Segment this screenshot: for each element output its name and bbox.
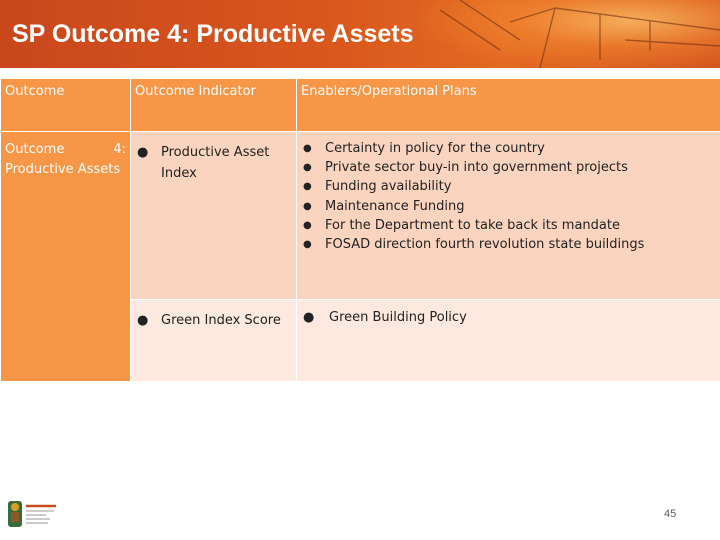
bullet-icon: ●	[137, 145, 149, 160]
list-item	[303, 158, 716, 177]
bullet-icon: ●	[303, 219, 312, 231]
table-header-row	[1, 79, 720, 132]
outcome-label: Outcome	[5, 142, 65, 157]
list-item	[303, 216, 716, 235]
enabler-text: Green Building Policy	[329, 310, 467, 325]
title-banner	[0, 0, 720, 68]
outcome-number: 4:	[113, 142, 126, 157]
list-item	[303, 235, 716, 254]
bullet-icon: ●	[303, 143, 312, 154]
enabler-text: For the Department to take back its mandate	[325, 217, 620, 233]
bullet-icon: ●	[137, 313, 149, 328]
enablers-cell	[297, 300, 720, 382]
indicator-cell	[131, 132, 297, 300]
enabler-text: Private sector buy-in into government projects	[325, 160, 628, 176]
crane-silhouette-graphic	[400, 0, 720, 68]
enablers-cell	[297, 132, 720, 300]
header-outcome: Outcome	[1, 79, 131, 132]
indicator-text: Productive Asset Index	[161, 145, 270, 181]
bullet-icon: ●	[303, 310, 315, 325]
bullet-icon: ●	[303, 200, 312, 212]
list-item	[303, 197, 716, 216]
enablers-list	[297, 132, 720, 254]
indicator-cell	[131, 300, 297, 382]
slide-title: SP Outcome 4: Productive Assets	[12, 20, 414, 48]
indicator-text: Green Index Score	[161, 313, 281, 328]
bullet-icon: ●	[303, 181, 312, 193]
header-outcome-indicator: Outcome Indicator	[131, 79, 297, 132]
table-row	[1, 132, 720, 300]
header-enablers: Enablers/Operational Plans	[297, 79, 720, 132]
page-number: 45	[664, 508, 677, 520]
enabler-text: Funding availability	[325, 179, 452, 195]
enabler-text: Maintenance Funding	[325, 198, 465, 214]
outcome-cell	[1, 132, 131, 382]
outcome-table	[0, 78, 720, 382]
enabler-text: Certainty in policy for the country	[325, 141, 545, 156]
bullet-icon: ●	[303, 239, 312, 251]
bullet-icon: ●	[303, 162, 312, 174]
outcome-name: Productive Assets	[5, 162, 121, 177]
coat-of-arms-logo	[4, 498, 64, 532]
enabler-text: FOSAD direction fourth revolution state buildings	[325, 237, 645, 253]
list-item	[303, 139, 716, 158]
list-item	[303, 177, 716, 196]
